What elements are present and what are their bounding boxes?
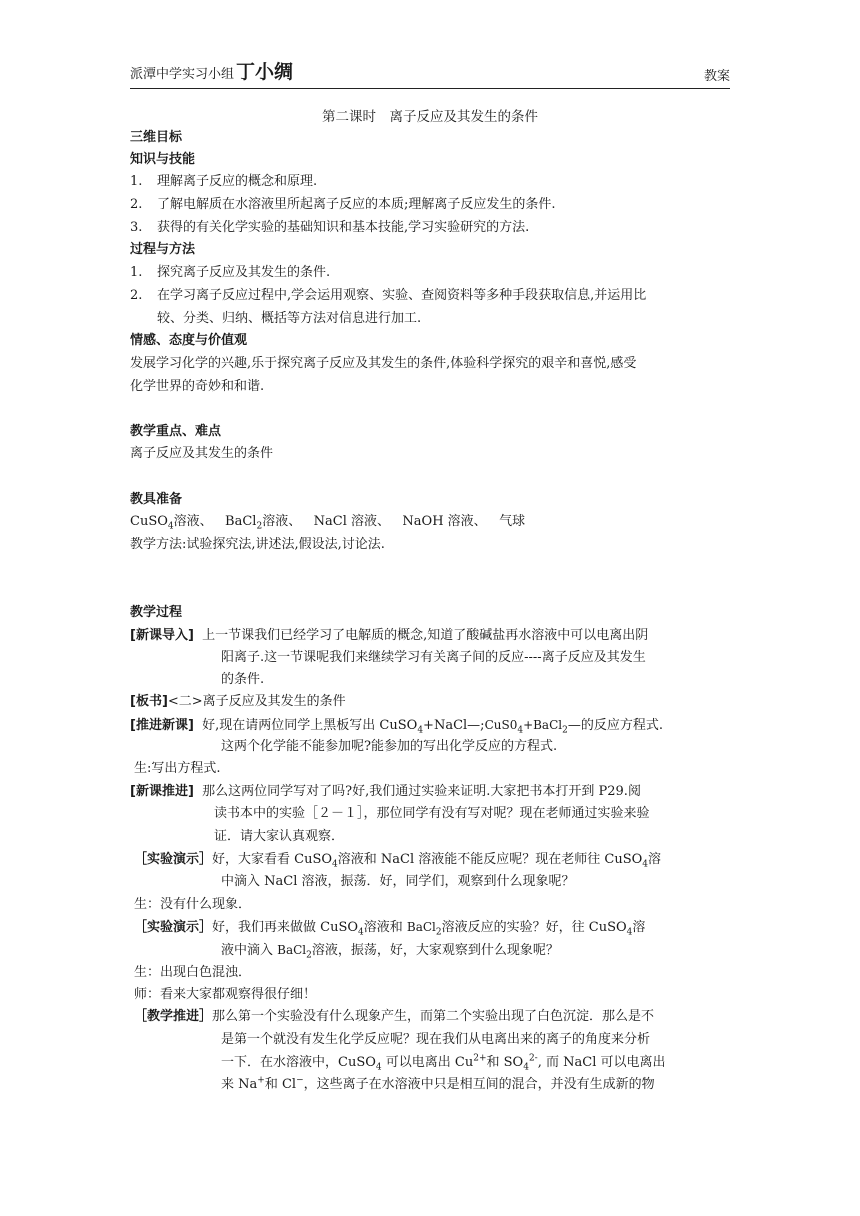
intro-tag: [新课导入]: [130, 628, 194, 643]
header-doc-type: 教案: [703, 69, 730, 84]
intro-line-3: 的条件.: [221, 672, 265, 687]
goals-heading: 三维目标: [130, 130, 183, 145]
item-text: 探究离子反应及其发生的条件.: [157, 265, 331, 280]
page-header: [130, 60, 730, 89]
teachpush-line-4: 来 Na+和 Cl−，这些离子在水溶液中只是相互间的混合，并没有生成新的物: [221, 1075, 655, 1092]
tools-list: [130, 512, 525, 532]
newpush-line-1: [新课推进] 那么这两位同学写对了吗?好,我们通过实验来证明.大家把书本打开到 P29.阅: [130, 784, 641, 799]
demo1-tag: ［实验演示］: [134, 852, 213, 867]
teachpush-line-3: 一下．在水溶液中，CuSO$_4$ 可以电离出 $Cu^{2+}$和 $SO_4^{2-}$, 而 NaCl 可以电离出: [221, 1053, 666, 1073]
item-number: 1.: [130, 174, 143, 189]
knowledge-item-2: [130, 195, 556, 215]
item-text: 了解电解质在水溶液里所起离子反应的本质;理解离子反应发生的条件.: [157, 197, 556, 212]
process-item-1: [130, 263, 330, 283]
demo1-line-2: 中滴入 NaCl 溶液，振荡．好，同学们，观察到什么现象呢？: [221, 874, 575, 889]
item-text: 在学习离子反应过程中,学会运用观察、实验、查阅资料等多种手段获取信息,并运用比: [157, 288, 647, 303]
tools-heading: 教具准备: [130, 492, 183, 507]
process-heading: 教学过程: [130, 605, 183, 620]
item-text: 获得的有关化学实验的基础知识和基本技能,学习实验研究的方法.: [157, 220, 530, 235]
newpush-line-2: 读书本中的实验［２－１］，那位同学有没有写对呢？现在老师通过实验来验: [214, 806, 650, 821]
tool-nacl: NaCl 溶液、: [313, 514, 390, 529]
demo2-tag: ［实验演示］: [134, 920, 213, 935]
demo1-line-1: ［实验演示］好，大家看看 CuSO$_4$溶液和 NaCl 溶液能不能反应呢？现在老师往 CuSO$_4$溶: [134, 852, 662, 870]
emotion-line-2: 化学世界的奇妙和和谐.: [130, 379, 265, 394]
newpush-tag: [新课推进]: [130, 784, 194, 799]
board-line: [板书]<二>离子反应及其发生的条件: [130, 694, 346, 709]
student-line-3: 生：出现白色混浊．: [134, 965, 252, 980]
header-left: [130, 57, 293, 84]
board-tag: [板书]: [130, 694, 168, 709]
item-text: 理解离子反应的概念和原理.: [157, 174, 318, 189]
intro-line-2: 阳离子.这一节课呢我们来继续学习有关离子间的反应----离子反应及其发生: [221, 650, 646, 665]
intro-line-1: [新课导入] 上一节课我们已经学习了电解质的概念,知道了酸碱盐再水溶液中可以电离出阴: [130, 628, 649, 643]
item-number: 2.: [130, 288, 143, 303]
knowledge-item-3: [130, 218, 529, 238]
advance-line-2: 这两个化学能不能参加呢?能参加的写出化学反应的方程式.: [221, 739, 558, 754]
teachpush-line-1: ［教学推进］那么第一个实验没有什么现象产生，而第二个实验出现了白色沉淀．那么是不: [134, 1009, 655, 1024]
process-method-heading: 过程与方法: [130, 242, 196, 257]
teaching-methods: 教学方法:试验探究法,讲述法,假设法,讨论法.: [130, 537, 385, 552]
advance-tag: [推进新课]: [130, 718, 194, 733]
emotion-line-1: 发展学习化学的兴趣,乐于探究离子反应及其发生的条件,体验科学探究的艰辛和喜悦,感受: [130, 356, 637, 371]
teachpush-line-2: 是第一个就没有发生化学反应呢？现在我们从电离出来的离子的角度来分析: [221, 1032, 651, 1047]
item-number: 3.: [130, 220, 143, 235]
process-item-2: [130, 286, 646, 306]
demo2-line-1: ［实验演示］好，我们再来做做 CuSO$_4$溶液和 BaCl$_2$溶液反应的实验？好，往 CuSO$_4$溶: [134, 920, 646, 938]
knowledge-item-1: [130, 172, 317, 192]
demo2-line-2: 液中滴入 BaCl$_2$溶液，振荡，好，大家观察到什么现象呢？: [221, 943, 559, 961]
knowledge-heading: 知识与技能: [130, 152, 196, 167]
advance-line-1: [推进新课] 好,现在请两位同学上黑板写出 $CuSO_4+NaCl—;CuS0_4+BaCl_2—$的反应方程式.: [130, 718, 663, 736]
key-points-heading: 教学重点、难点: [130, 424, 222, 439]
key-points-text: 离子反应及其发生的条件: [130, 446, 274, 461]
tool-cuso4: CuSO$_4$溶液、: [130, 514, 213, 532]
header-author-name: 丁小绸: [236, 61, 294, 83]
item-number: 2.: [130, 197, 143, 212]
teachpush-tag: ［教学推进］: [134, 1009, 213, 1024]
newpush-line-3: 证．请大家认真观察．: [214, 829, 345, 844]
tool-naoh: NaOH 溶液、: [402, 514, 487, 529]
lesson-title: 第二课时 离子反应及其发生的条件: [322, 109, 538, 125]
emotion-heading: 情感、态度与价值观: [130, 333, 248, 348]
process-item-2-cont: 较、分类、归纳、概括等方法对信息进行加工.: [157, 311, 422, 326]
student-line-1: 生:写出方程式.: [134, 761, 221, 776]
header-group: 派潭中学实习小组: [130, 67, 235, 82]
tool-bacl2: BaCl$_2$溶液、: [225, 514, 302, 532]
tool-balloon: 气球: [499, 514, 526, 529]
item-number: 1.: [130, 265, 143, 280]
student-line-2: 生：没有什么现象．: [134, 897, 252, 912]
teacher-line: 师：看来大家都观察得很仔细！: [134, 987, 317, 1002]
